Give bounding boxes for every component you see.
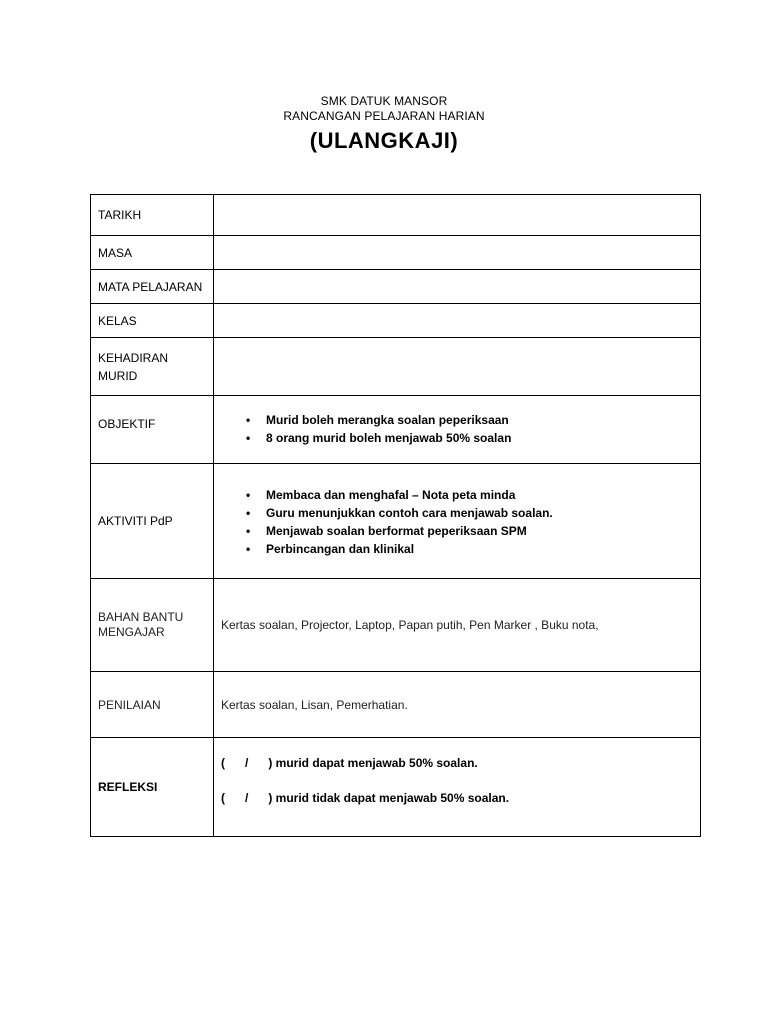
row-aktiviti [91,464,701,579]
value-mata-pelajaran[interactable] [214,270,701,304]
refleksi-line-tidak-dapat[interactable]: ( / ) murid tidak dapat menjawab 50% soalan. [221,791,510,805]
row-masa [91,236,701,270]
row-bahan [91,579,701,672]
row-objektif [91,396,701,464]
label-penilaian: PENILAIAN [91,672,214,738]
school-name: SMK DATUK MANSOR [320,94,448,108]
label-kehadiran-line2: MURID [98,368,138,383]
bullet-icon: • [246,431,251,445]
bullet-icon: • [246,524,251,538]
list-item: • 8 orang murid boleh menjawab 50% soalan [246,431,512,445]
row-kelas [91,304,701,338]
value-refleksi [214,738,701,837]
value-tarikh[interactable] [214,195,701,236]
label-tarikh: TARIKH [91,195,214,236]
document-title: (ULANGKAJI) [309,128,459,153]
label-bahan-line2: MENGAJAR [98,625,165,639]
list-item: • Membaca dan menghafal – Nota peta minda [246,488,516,502]
label-kelas: KELAS [91,304,214,338]
value-masa[interactable] [214,236,701,270]
value-kehadiran[interactable] [214,338,701,396]
lesson-plan-table [90,194,701,837]
row-mata-pelajaran [91,270,701,304]
document-header [0,94,768,155]
value-objektif [214,396,701,464]
aktiviti-list [221,486,693,558]
row-penilaian [91,672,701,738]
row-kehadiran [91,338,701,396]
list-item: • Murid boleh merangka soalan peperiksaan [246,413,509,427]
list-item: • Guru menunjukkan contoh cara menjawab soalan. [246,506,553,520]
list-item: • Perbincangan dan klinikal [246,542,415,556]
label-masa: MASA [91,236,214,270]
label-aktiviti: AKTIVITI PdP [91,464,214,579]
plan-title: RANCANGAN PELAJARAN HARIAN [283,109,485,123]
bullet-icon: • [246,542,251,556]
row-refleksi [91,738,701,837]
label-mata-pelajaran: MATA PELAJARAN [91,270,214,304]
bullet-icon: • [246,488,251,502]
label-kehadiran-line1: KEHADIRAN [98,350,169,365]
row-tarikh [91,195,701,236]
label-objektif: OBJEKTIF [91,396,214,464]
value-bahan: Kertas soalan, Projector, Laptop, Papan putih, Pen Marker , Buku nota, [214,579,701,672]
value-penilaian: Kertas soalan, Lisan, Pemerhatian. [214,672,701,738]
bullet-icon: • [246,506,251,520]
refleksi-line-dapat[interactable]: ( / ) murid dapat menjawab 50% soalan. [221,756,478,770]
bullet-icon: • [246,413,251,427]
label-refleksi: REFLEKSI [91,738,214,837]
value-kelas[interactable] [214,304,701,338]
value-aktiviti [214,464,701,579]
label-kehadiran [91,338,214,396]
objektif-list [221,411,693,447]
label-bahan-line1: BAHAN BANTU [98,610,184,624]
label-bahan [91,579,214,672]
list-item: • Menjawab soalan berformat peperiksaan SPM [246,524,527,538]
